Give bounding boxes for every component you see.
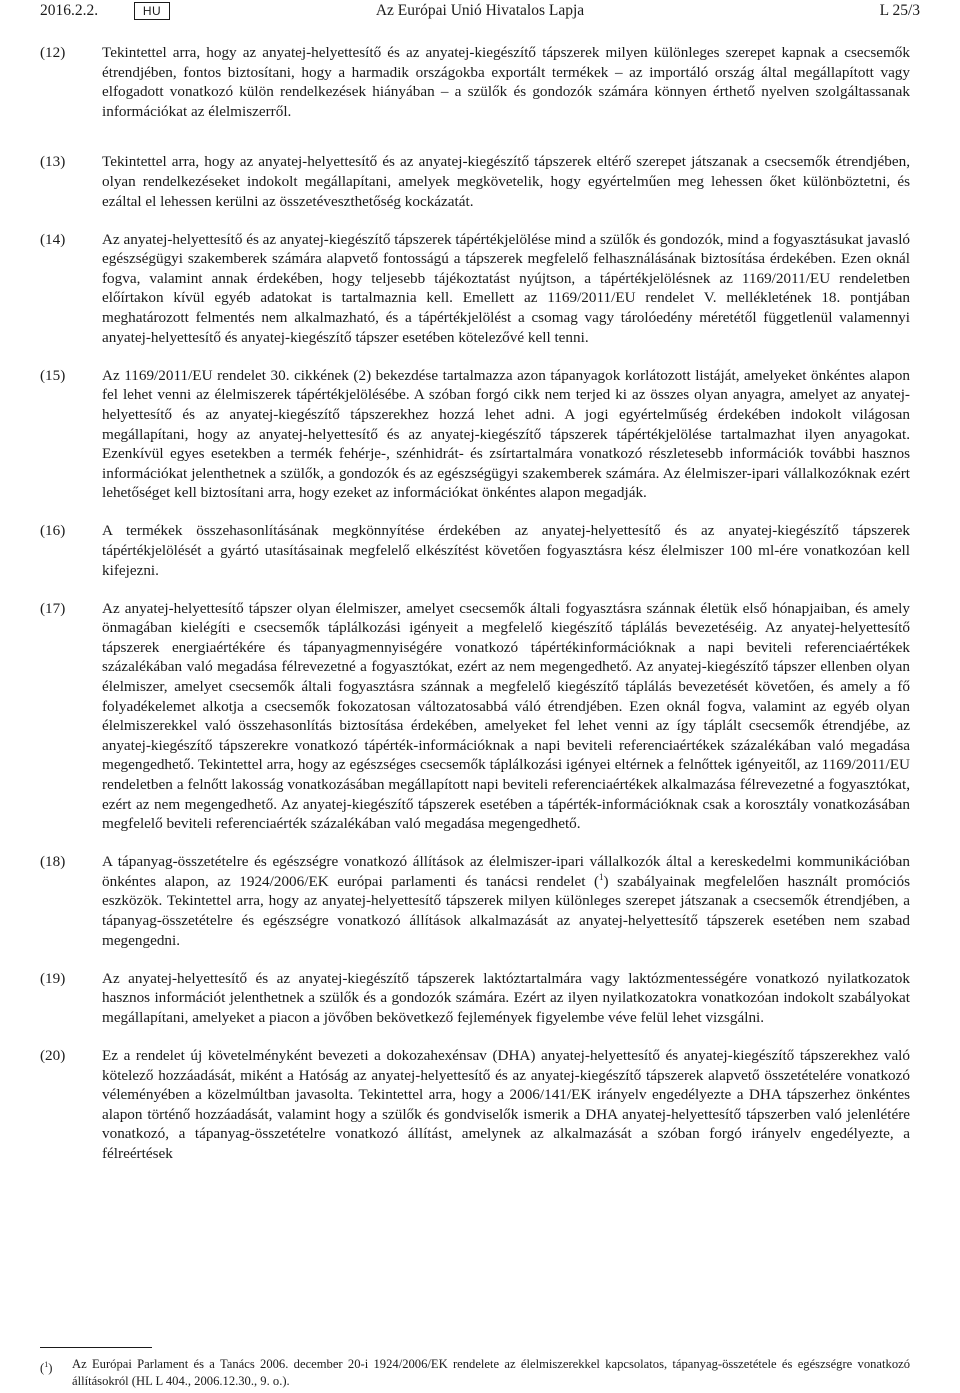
footnote-mark: ($^1$) <box>40 1360 53 1376</box>
footnote-text: Az Európai Parlament és a Tanács 2006. december 20-i 1924/2006/EK rendelete az élelmiszerekkel kapcsolatos, tápanyag-összetétele és egészségre vonatkozó állításokról (HL L 404., 2006.12.30., 9. o.). <box>72 1357 910 1388</box>
recital-number: (17) <box>40 599 66 617</box>
recital-number: (13) <box>40 153 66 171</box>
recital-13 <box>40 152 910 211</box>
publication-date: 2016.2.2. <box>40 2 99 19</box>
recital-number: (12) <box>40 44 66 61</box>
language-badge: HU <box>134 2 170 20</box>
footnote <box>40 1356 910 1390</box>
page-header <box>40 0 920 22</box>
recital-text <box>102 852 910 950</box>
recital-number: (14) <box>40 230 66 248</box>
recital-number: (16) <box>40 522 66 540</box>
recital-number: (20) <box>40 1047 66 1065</box>
recital-text: Tekintettel arra, hogy az anyatej-helyettesítő és az anyatej-kiegészítő tápszerek eltérő szerepet játszanak a csecsemők étrendjében, olyan rendelkezéseket indokolt megállapítani, amelyek megkövetelik, hogy egyértelműen meg lehessen őket különböztetni, és ezáltal el lehessen kerülni az összetéveszthetőség kockázatát. <box>102 153 910 210</box>
recital-number: (15) <box>40 366 66 384</box>
recital-15 <box>40 366 910 503</box>
recital-text: Ez a rendelet új követelményként bevezeti a dokozahexénsav (DHA) anyatej-helyettesítő és anyatej-kiegészítő tápszerekhez való kötelező hozzáadását, miként a Hatóság az anyatej-helyettesítő és az anyatej-kiegészítő tápszerek alapvető összetételére vonatkozó véleményében a közelmúltban javasolta. Tekintettel arra, hogy a 2006/141/EK irányelv engedélyezte a DHA tápszerhez önkéntes alapon történő hozzáadását, valamint hogy a szülők és gondviselők ismerik a DHA anyatej-helyettesítő tápszerben való jelenlétére vonatkozó, a tápanyag-összetételre vonatkozó állítást, amelynek az alkalmazását a szóban forgó irányelv engedélyezte, a félreértések <box>102 1047 910 1162</box>
journal-title: Az Európai Unió Hivatalos Lapja <box>375 2 585 19</box>
recital-text: Tekintettel arra, hogy az anyatej-helyettesítő és az anyatej-kiegészítő tápszerek milyen különleges szerepet kapnak a csecsemők étrendjében, fontos biztosítani, hogy a harmadik országokba exportált termékek – az importáló ország által megállapított vagy elfogadott vonatkozó külön rendelkezések hiányában – a szülők és gondozók számára könnyen érthető nyelven szolgáltassanak információkat az élelmiszerről. <box>102 44 910 120</box>
recitals-list <box>40 43 910 1182</box>
recital-16 <box>40 521 910 580</box>
recital-text: Az anyatej-helyettesítő és az anyatej-kiegészítő tápszerek laktóztartalmára vagy laktózmentességére vonatkozó nyilatkozatok hasznos információt jelenthetnek a szülők és a gondozók számára. Ezért az ilyen nyilatkozatokra vonatkozóan indokolt szabályokat megállapítani, amelyeket a piacon a jövőben bekövetkező fejlemények figyelembe véve felül lehet vizsgálni. <box>102 969 910 1026</box>
recital-12 <box>40 43 910 121</box>
recital-text: Az anyatej-helyettesítő tápszer olyan élelmiszer, amelyet csecsemők általi fogyasztásra szánnak életük első hónapjaiban, és amely önmagában kielégíti e csecsemők táplálkozási igényeit a megfelelő kiegészítő táplálás bevezetéséig. Az anyatej-helyettesítő tápszerek energiaértékére és tápanyagmennyiségére vonatkozó tápértékinformációknak a napi beviteli referenciaértékek százalékában való megadása félrevezetné a fogyasztókat, ezért az nem megengedhető. Az anyatej-kiegészítő tápszer ellenben olyan élelmiszer, amelyet csecsemők általi fogyasztásra szánnak a megfelelő kiegészítő táplálás bevezetését követően, és amely a fő folyadékelemet alkotja a csecsemők fokozatosan változatosabbá váló étrendjében. Ezen oknál fogva, valamint az egyéb olyan élelmiszerekkel való összehasonlítás biztosítása érdekében, amelyeket fel lehet venni az így táplált csecsemők étrendjébe, az anyatej-kiegészítő tápszerekre vonatkozó tápérték-információknak a napi beviteli referenciaértékek százalékában való megadása megengedhető. Tekintettel arra, hogy az egészséges csecsemők táplálkozási igényei eltérnek a felnőttek igényeitől, az 1169/2011/EU rendeletben a felnőtt lakosság vonatkozásában megállapított napi beviteli referenciaértékek alkalmazása félrevezetné a fogyasztókat, ezért az nem megengedhető. Az anyatej-kiegészítő tápszerek esetében a tápérték-információknak csak a korosztály vonatkozásában megfelelő beviteli referenciaérték százalékában való megadása megengedhető. <box>102 599 910 833</box>
footnote-reference[interactable]: 1 <box>599 871 604 882</box>
recital-text: Az 1169/2011/EU rendelet 30. cikkének (2) bekezdése tartalmazza azon tápanyagok korlátozott listáját, amelyeket önkéntes alapon fel lehet venni az élelmiszerek tápértékjelölésébe. A szóban forgó cikk nem terjed ki az összes olyan anyagra, amelyet az anyatej-helyettesítő és az anyatej-kiegészítő tápszerekhez hozzá lehet adni. A jogi egyértelműség érdekében indokolt világosan megállapítani, hogy az anyatej-helyettesítő és az anyatej-kiegészítő tápszerek tápértékjelölése tartalmazhat ilyen anyagokat. Ezenkívül egyes esetekben a termék fehérje-, szénhidrát- és zsírtartalmára vonatkozó részletesebb információk további hasznos információkat jelenthetnek a szülők, a gondozók és az egészségügyi szakemberek számára. Az élelmiszer-ipari vállalkozóknak ezért lehetőséget kell biztosítani arra, hogy ezeket az információkat önkéntes alapon megadják. <box>102 366 910 502</box>
footnote-number: 1 <box>44 1360 49 1369</box>
recital-17 <box>40 599 910 834</box>
recital-14 <box>40 230 910 348</box>
recital-18 <box>40 852 910 950</box>
recital-number: (18) <box>40 853 66 871</box>
recital-text-part: A tápanyag-összetételre és egészségre vonatkozó állítások az élelmiszer-ipari vállalkozók által a kereskedelmi kommunikációban önkéntes alapon, az 1924/2006/EK európai parlamenti és tanácsi rendelet ( <box>102 853 910 890</box>
footnote-divider <box>40 1347 152 1348</box>
recital-number: (19) <box>40 969 66 987</box>
recital-text-part: ) szabályainak megfelelően használt promóciós eszközök. Tekintettel arra, hogy az anyatej-helyettesítő tápszerek milyen különleges szerepet játszanak a csecsemők étrendjében, a tápanyag-összetételre és egészségre vonatkozó állítások alkalmazását az anyatej-helyettesítő tápszerek esetében nem szabad megengedni. <box>102 872 910 949</box>
recital-text: Az anyatej-helyettesítő és az anyatej-kiegészítő tápszerek tápértékjelölése mind a szülők és gondozók, mind a fogyasztásukat javasló egészségügyi szakemberek számára alapvető fontosságú a tápszerek megfelelő felhasználásának biztosítása érdekében. Ezen oknál fogva, valamint annak érdekében, hogy teljesebb tájékoztatást nyújtson, a tápértékjelölésnek az 1169/2011/EU rendeletben előírtakon kívül egyéb adatokat is tartalmaznia kell. Emellett az 1169/2011/EU rendelet V. mellékletének 18. pontjában meghatározott felmentés nem alkalmazható, és a tápértékjelölést a csomag vagy tárolóedény méretétől függetlenül valamennyi anyatej-helyettesítő és anyatej-kiegészítő tápszer esetében kötelezővé kell tenni. <box>102 230 911 346</box>
recital-20 <box>40 1046 910 1164</box>
recital-text: A termékek összehasonlításának megkönnyítése érdekében az anyatej-helyettesítő és az anyatej-kiegészítő tápszerek tápértékjelölését a gyártó utasításainak megfelelő elkészítést követően fogyasztásra kész élelmiszer 100 ml-ére vonatkozóan kell kifejezni. <box>102 522 910 579</box>
recital-19 <box>40 969 910 1028</box>
page-reference: L 25/3 <box>879 2 920 19</box>
